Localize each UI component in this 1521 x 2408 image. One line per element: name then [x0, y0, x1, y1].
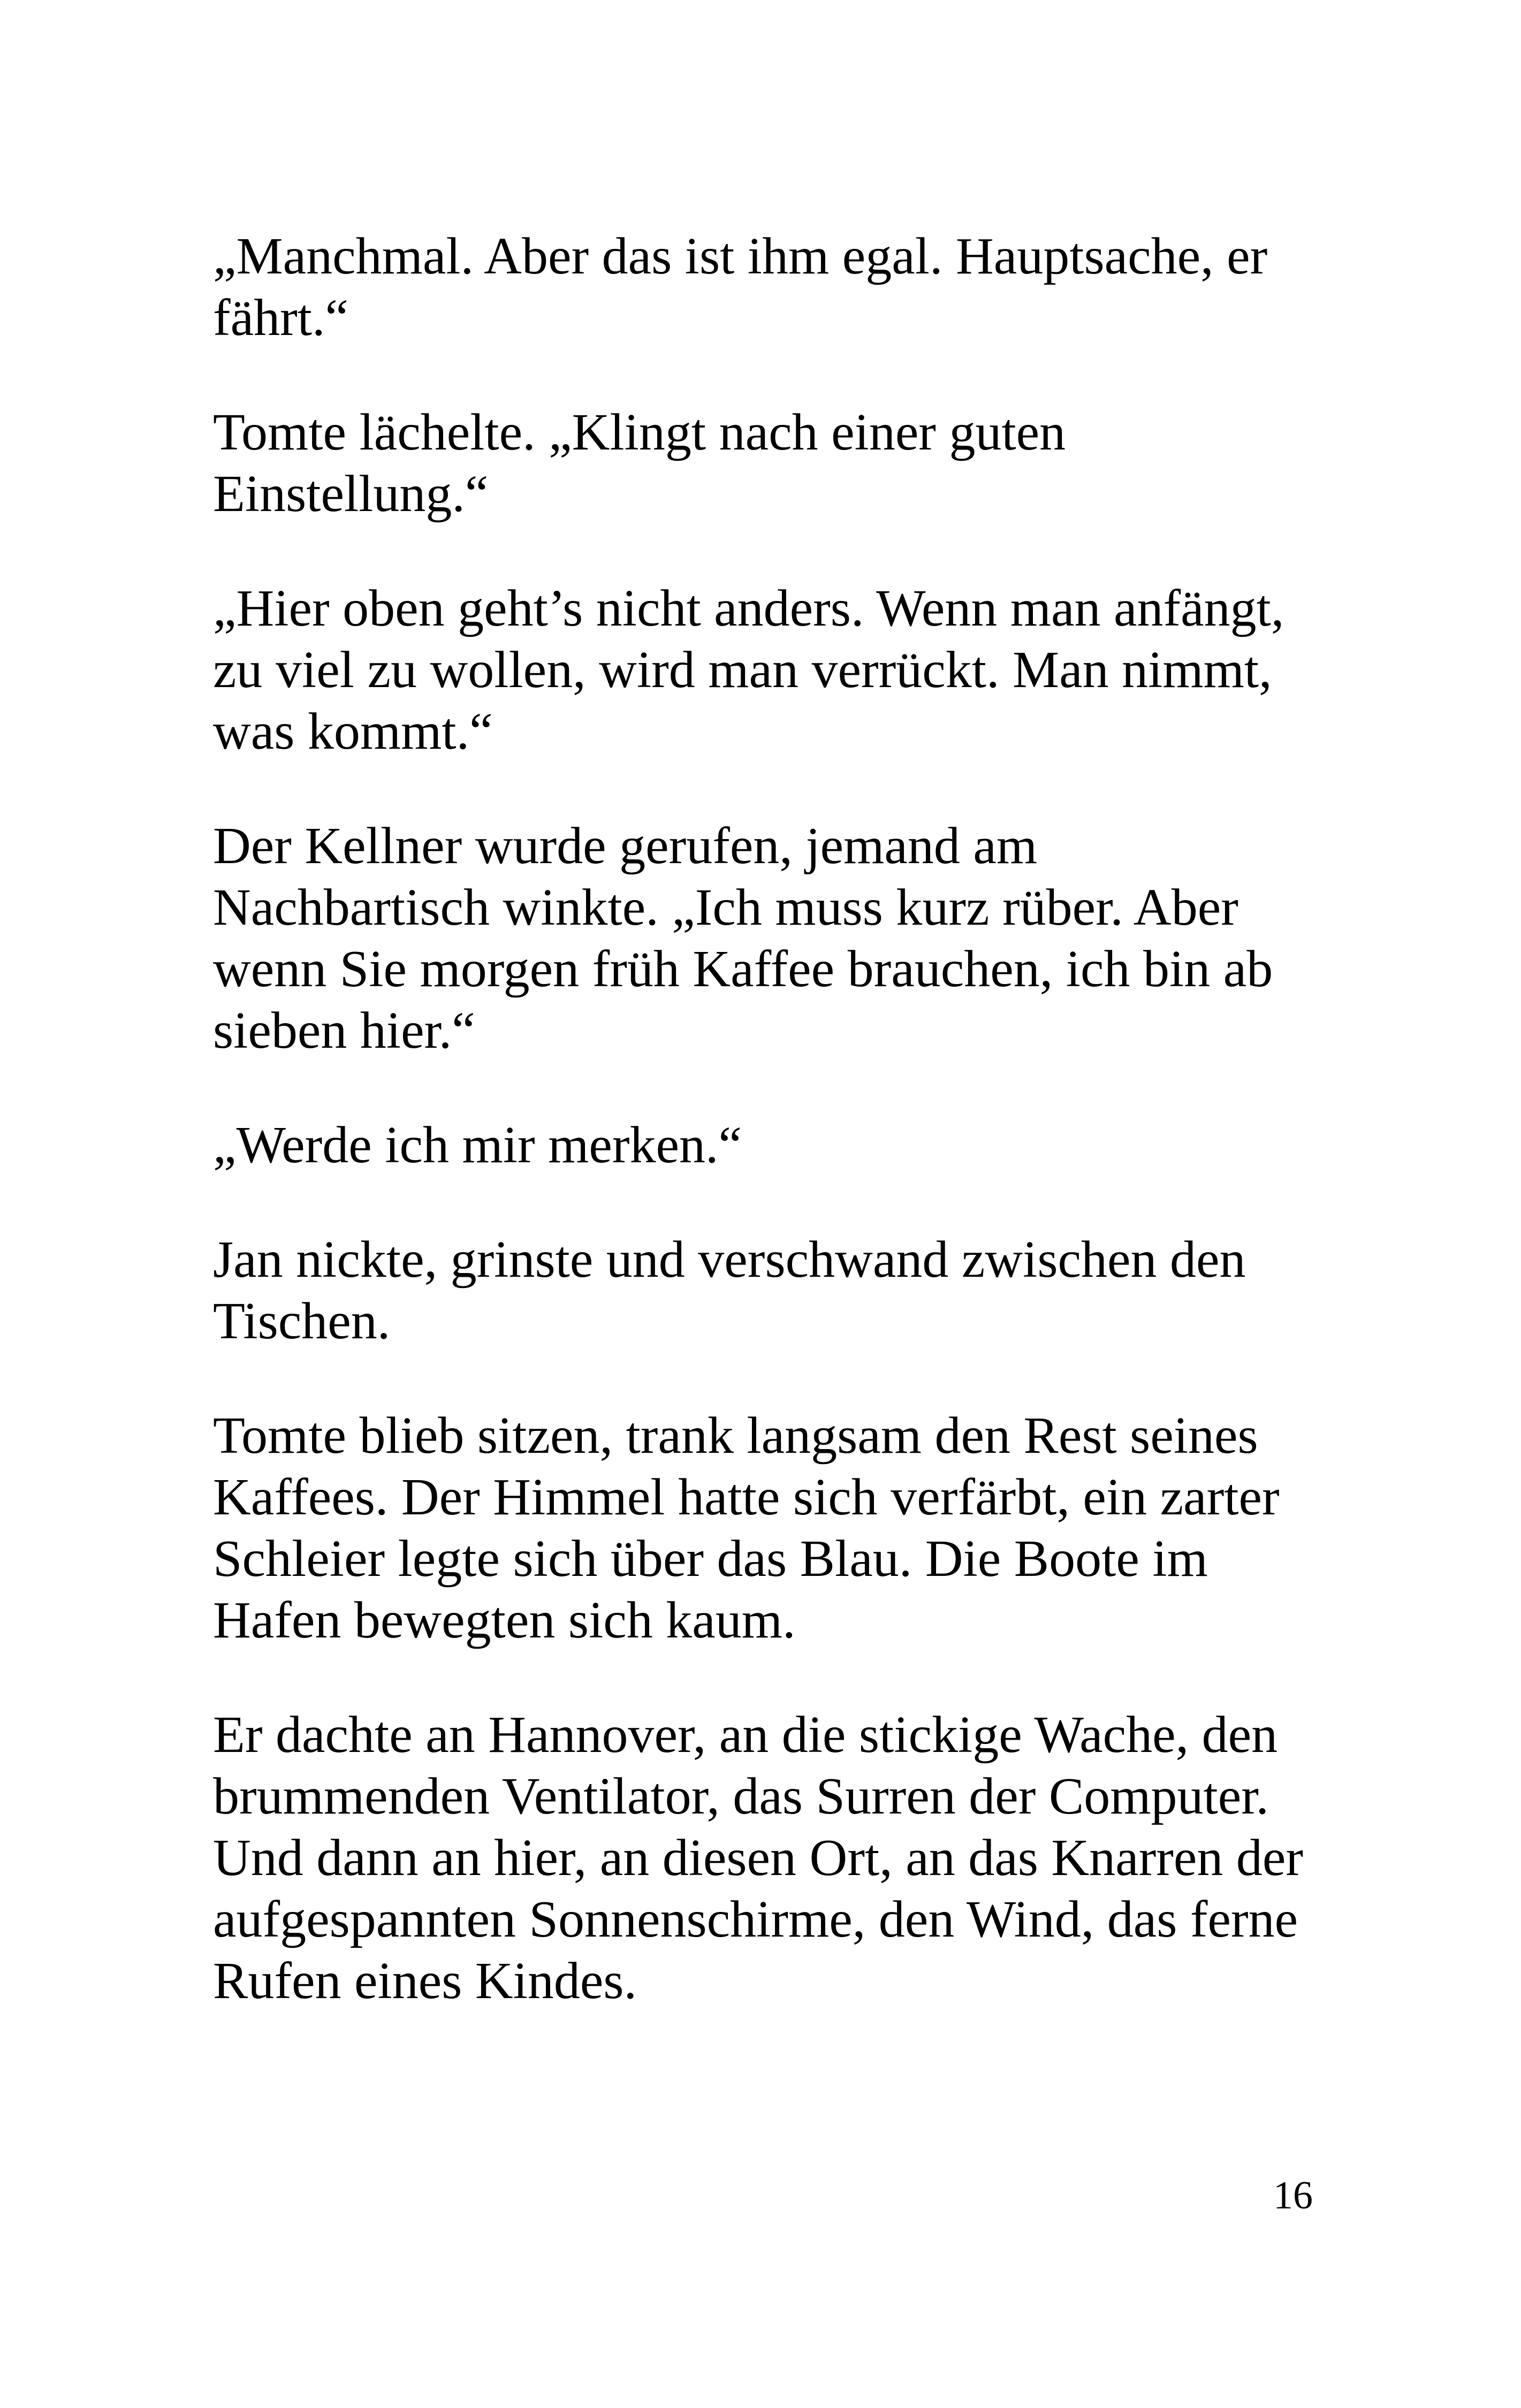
paragraph: Tomte blieb sitzen, trank langsam den Rest seines Kaffees. Der Himmel hatte sich verfärbt, ein zarter Schleier legte sich über das Blau. Die Boote im Hafen bewegten sich kaum.: [213, 1407, 1280, 1649]
paragraph: Er dachte an Hannover, an die stickige Wache, den brummenden Ventilator, das Surren der Computer. Und dann an hier, an diesen Ort, an das Knarren der aufgespannten Sonnenschirme, den Wind, das ferne Rufen eines Kindes.: [213, 1706, 1303, 2010]
paragraph: „Werde ich mir merken.“: [213, 1116, 742, 1174]
paragraph: „Manchmal. Aber das ist ihm egal. Hauptsache, er fährt.“: [213, 227, 1268, 347]
paragraph: Tomte lächelte. „Klingt nach einer guten Einstellung.“: [213, 403, 1066, 523]
paragraph: „Hier oben geht’s nicht anders. Wenn man anfängt, zu viel zu wollen, wird man verrückt. Man nimmt, was kommt.“: [213, 580, 1284, 760]
body-text: [213, 226, 1326, 2065]
page-number: 16: [1273, 2174, 1313, 2218]
paragraph: Jan nickte, grinste und verschwand zwischen den Tischen.: [213, 1231, 1246, 1350]
paragraph: Der Kellner wurde gerufen, jemand am Nachbartisch winkte. „Ich muss kurz rüber. Aber wenn Sie morgen früh Kaffee brauchen, ich bin ab sieben hier.“: [213, 817, 1273, 1060]
